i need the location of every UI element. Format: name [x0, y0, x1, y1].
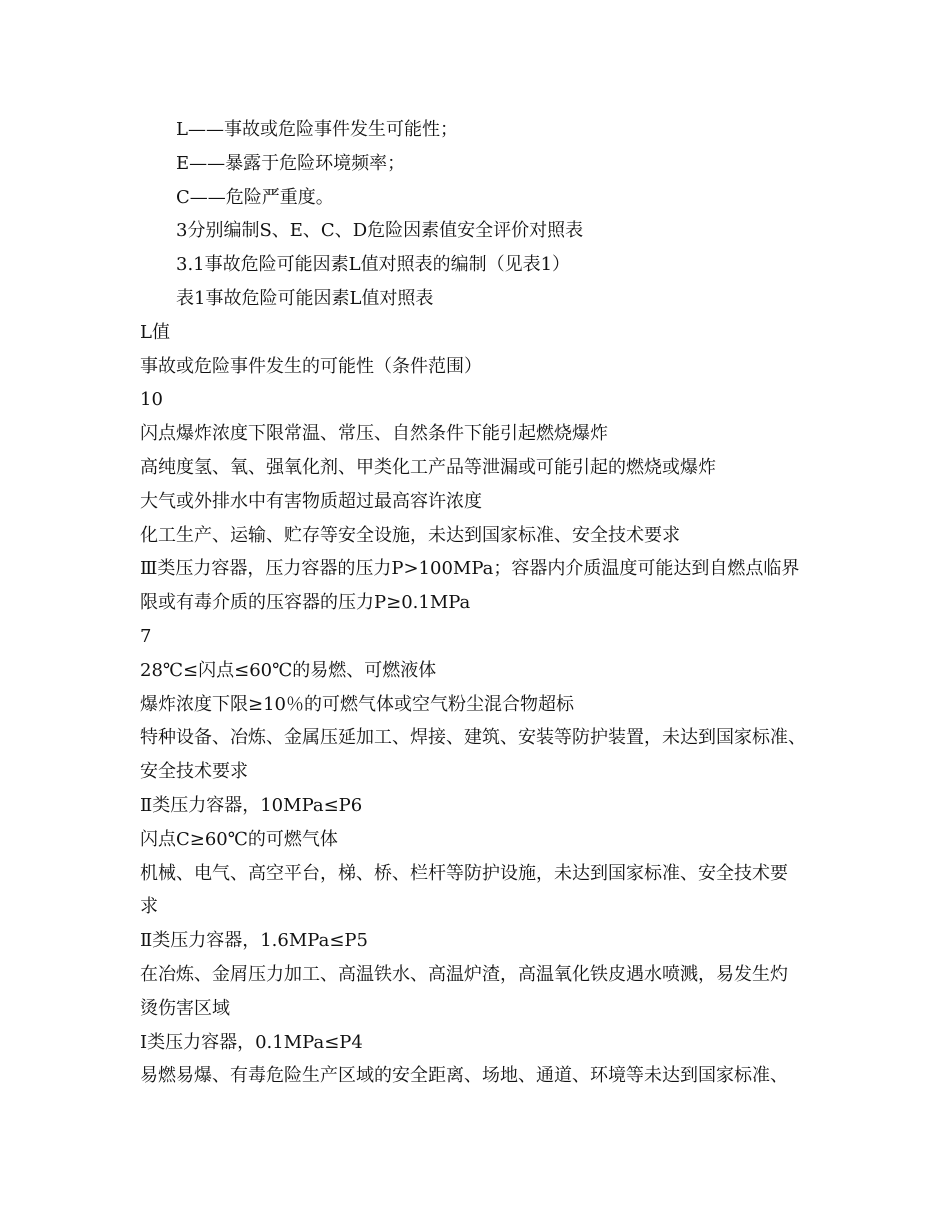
table-line: Ⅰ类压力容器，0.1MPa≤P4 [140, 1031, 363, 1053]
table-header-l-value: L值 [140, 321, 170, 343]
section-heading: 3分别编制S、E、C、D危险因素值安全评价对照表 [176, 220, 584, 242]
table-line: 求 [140, 896, 158, 918]
table-line: 安全技术要求 [140, 761, 248, 783]
document-body [140, 113, 860, 1093]
table-line: 闪点爆炸浓度下限常温、常压、自然条件下能引起燃烧爆炸 [140, 423, 608, 445]
table-line: 限或有毒介质的压容器的压力P≥0.1MPa [140, 592, 471, 614]
table-line: 7 [140, 625, 152, 647]
variable-definition-e: E——暴露于危险环境频率； [176, 152, 406, 174]
table-line: 10 [140, 389, 163, 411]
table-line: 28℃≤闪点≤60℃的易燃、可燃液体 [140, 659, 437, 681]
table-header-condition: 事故或危险事件发生的可能性（条件范围） [140, 355, 482, 377]
variable-definition-l: L——事故或危险事件发生可能性； [176, 119, 458, 140]
table-line: 烫伤害区域 [140, 997, 230, 1019]
table-line: 易燃易爆、有毒危险生产区域的安全距离、场地、通道、环境等未达到国家标准、 [140, 1065, 788, 1087]
table-line: Ⅱ类压力容器，10MPa≤P6 [140, 794, 363, 816]
table-line: 在冶炼、金屑压力加工、高温铁水、高温炉渣，高温氧化铁皮遇水喷溅，易发生灼 [140, 963, 788, 985]
table-line: 高纯度氢、氧、强氧化剂、甲类化工产品等泄漏或可能引起的燃烧或爆炸 [140, 456, 716, 478]
table-line: 特种设备、冶炼、金属压延加工、焊接、建筑、安装等防护装置，未达到国家标准、 [140, 727, 806, 749]
table-line: 化工生产、运输、贮存等安全设施，未达到国家标准、安全技术要求 [140, 524, 680, 546]
table-line: 闪点C≥60℃的可燃气体 [140, 828, 338, 850]
table-line: Ⅲ类压力容器，压力容器的压力P>100MPa；容器内介质温度可能达到自燃点临界 [140, 558, 800, 580]
variable-definition-c: C——危险严重度。 [176, 186, 334, 208]
table-line: Ⅱ类压力容器，1.6MPa≤P5 [140, 930, 368, 952]
table-line: 爆炸浓度下限≥10％的可燃气体或空气粉尘混合物超标 [140, 693, 574, 715]
table-line: 机械、电气、高空平台，梯、桥、栏杆等防护设施，未达到国家标准、安全技术要 [140, 862, 788, 884]
table-caption: 表1事故危险可能因素L值对照表 [176, 287, 434, 309]
subsection-heading: 3.1事故危险可能因素L值对照表的编制（见表1） [176, 254, 571, 276]
table-line: 大气或外排水中有害物质超过最高容许浓度 [140, 490, 482, 512]
